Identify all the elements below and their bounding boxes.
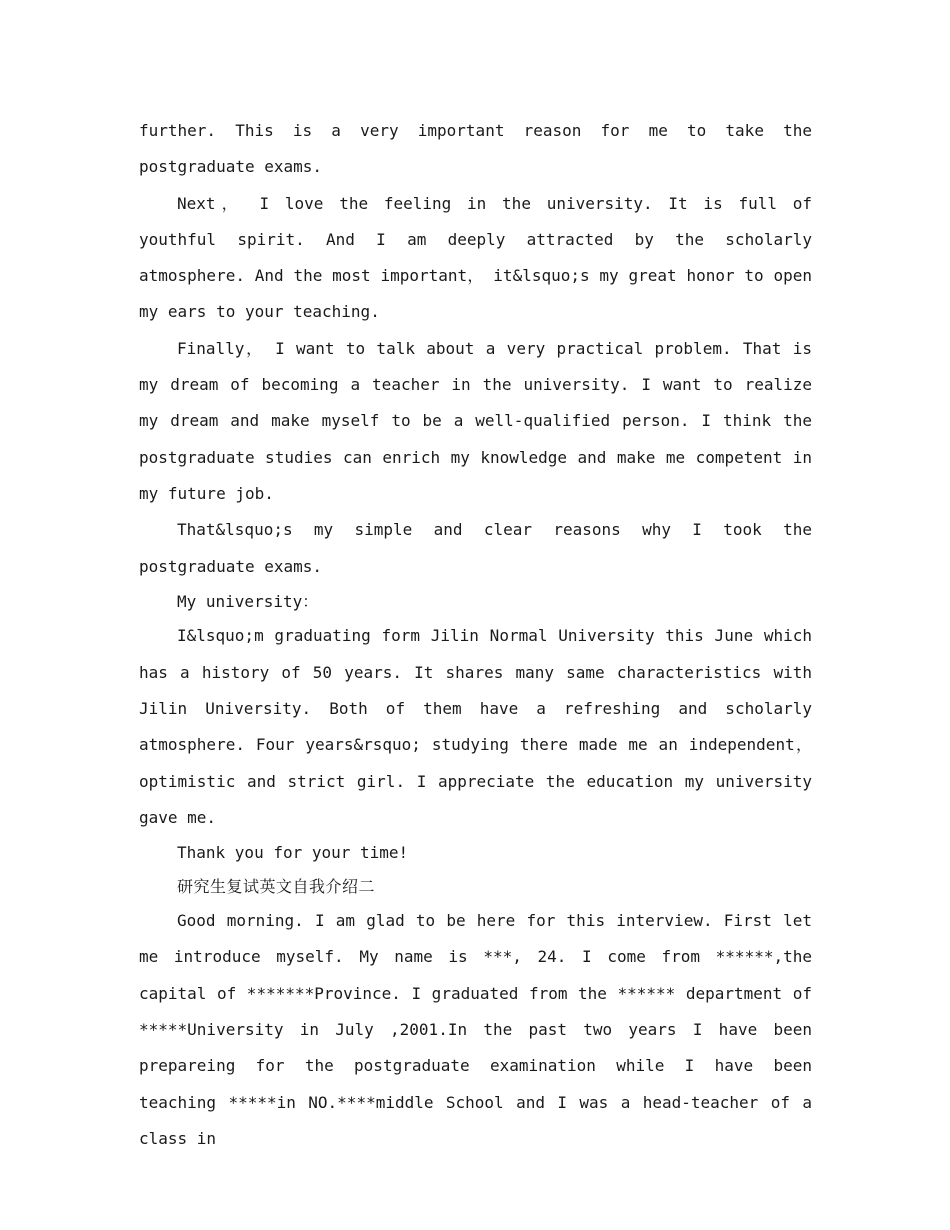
section-heading-introduction-two: 研究生复试英文自我介绍二: [177, 876, 376, 896]
paragraph-good-morning: Good morning. I am glad to be here for this interview. First let me introduce myself. My name is ***, 24. I come from ******,the capital of *******Province. I graduated from the ****** department of *****University in July ,2001.In the past two years I have been prepareing for the postgraduate examination while I have been teaching *****in NO.****middle School and I was a head-teacher of a class in: [139, 911, 812, 1148]
paragraph-reasons-summary: That&lsquo;s my simple and clear reasons why I took the postgraduate exams.: [139, 520, 812, 576]
paragraph-my-university-heading: My university：: [177, 591, 319, 611]
paragraph-university-feeling: Next， I love the feeling in the university. It is full of youthful spirit. And I am deeply attracted by the scholarly atmosphere. And the most important， it&lsquo;s my great honor to open my ears to your teaching.: [139, 193, 812, 322]
paragraph-exam-reason: further. This is a very important reason for me to take the postgraduate exams.: [139, 121, 812, 177]
paragraph-thank-you: Thank you for your time!: [177, 843, 409, 863]
paragraph-my-university: I&lsquo;m graduating form Jilin Normal University this June which has a history of 50 years. It shares many same characteristics with Jilin University. Both of them have a refreshing and scholarly atmosphere. Four years&rsquo; studying there made me an independent， optimistic and strict girl. I appreciate the education my university gave me.: [139, 626, 812, 827]
paragraph-practical-problem: Finally， I want to talk about a very practical problem. That is my dream of becoming a teacher in the university. I want to realize my dream and make myself to be a well-qualified person. I think the postgraduate studies can enrich my knowledge and make me competent in my future job.: [139, 338, 813, 503]
document-body: [139, 113, 812, 1157]
